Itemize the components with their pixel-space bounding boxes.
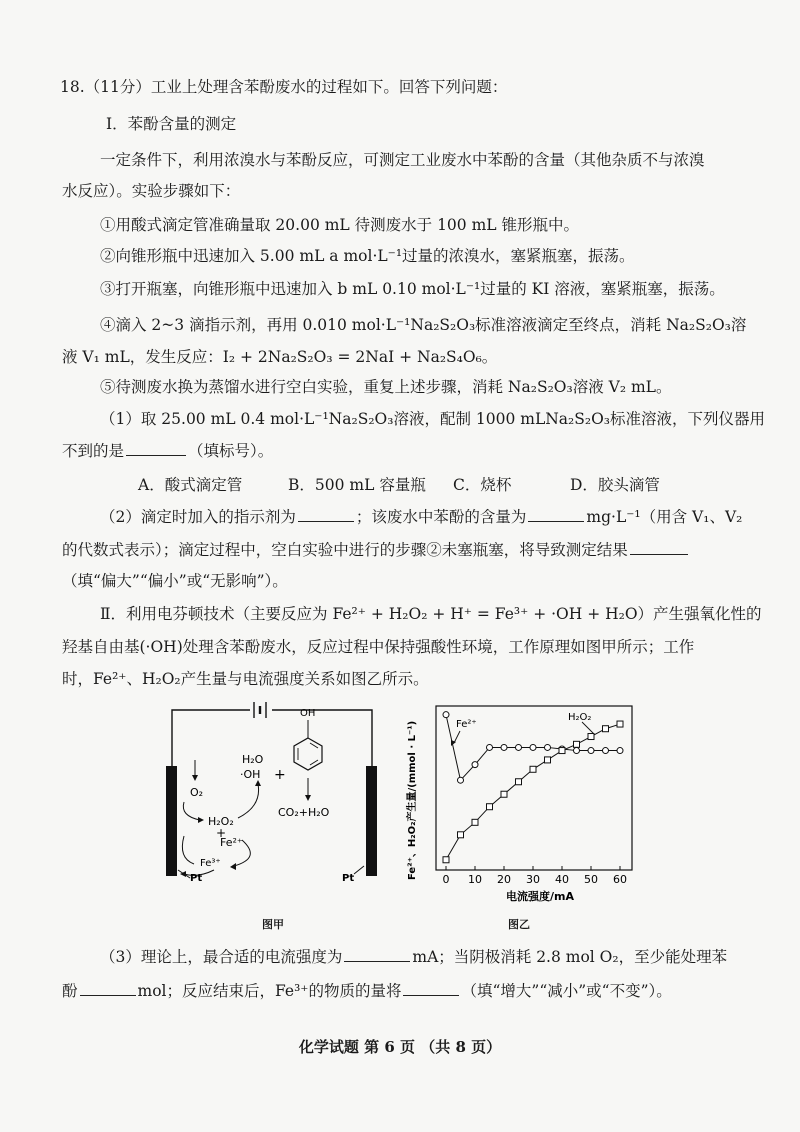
data-point [443, 857, 449, 863]
q3-text-4: mol；反应结束后，Fe³⁺的物质的量将 [137, 982, 402, 1000]
data-point [545, 757, 551, 763]
products-label: CO₂+H₂O [278, 806, 330, 819]
oh-radical-label: ·OH [240, 768, 261, 781]
step-3: ③打开瓶塞，向锥形瓶中迅速加入 b mL 0.10 mol·L⁻¹过量的 KI 溶液，塞紧瓶塞，振荡。 [100, 280, 725, 298]
x-tick-label: 50 [584, 873, 598, 886]
q3-line-1 [100, 946, 727, 968]
page-footer: 化学试题 第 6 页 （共 8 页） [298, 1038, 502, 1056]
data-point [617, 721, 623, 727]
q3-text-3: 酚 [62, 982, 78, 1000]
data-point [574, 741, 580, 747]
svg-text:OH: OH [300, 708, 316, 719]
q2-text-1: （2）滴定时加入的指示剂为 [100, 508, 296, 526]
data-point [516, 744, 522, 750]
right-electrode [366, 766, 377, 876]
x-tick-label: 40 [555, 873, 569, 886]
intro-line-2: 水反应）。实验步骤如下： [62, 182, 241, 200]
fe2-series-label: Fe²⁺ [456, 719, 477, 730]
q2-result-blank[interactable] [630, 540, 688, 555]
x-tick-label: 60 [613, 873, 627, 886]
part1-title: Ⅰ．苯酚含量的测定 [106, 115, 237, 133]
data-point [472, 762, 478, 768]
x-axis-label: 电流强度/mA [506, 890, 574, 903]
q3-text-5: （填“增大”“减小”或“不变”）。 [461, 982, 672, 1000]
option-a: A．酸式滴定管 [138, 476, 243, 494]
data-point [530, 766, 536, 772]
h2o2-label: H₂O₂ [208, 815, 234, 828]
data-point [501, 791, 507, 797]
q2-text-4: 的代数式表示）；滴定过程中，空白实验中进行的步骤②未塞瓶塞，将导致测定结果 [62, 541, 628, 559]
fe2-label: Fe²⁺ [220, 836, 243, 849]
q3-current-blank[interactable] [344, 947, 410, 962]
q1-prefix: 不到的是 [62, 442, 125, 460]
q3-phenol-blank[interactable] [80, 981, 136, 996]
pt-right-label: Pt [342, 873, 355, 883]
data-point [458, 832, 464, 838]
part2-line-2: 羟基自由基(·OH)处理含苯酚废水，反应过程中保持强酸性环境，工作原理如图甲所示；工作 [62, 638, 695, 656]
data-point [458, 777, 464, 783]
x-tick-label: 20 [497, 873, 511, 886]
data-point [574, 748, 580, 754]
data-point [530, 744, 536, 750]
q2-line-3: （填“偏大”“偏小”或“无影响”）。 [62, 572, 288, 590]
data-point [487, 744, 493, 750]
fe3-label: Fe³⁺ [200, 858, 221, 869]
phenol-structure [294, 708, 322, 770]
data-point [443, 712, 449, 718]
left-electrode [166, 766, 177, 876]
data-point [501, 744, 507, 750]
data-point [603, 726, 609, 732]
q3-fe3-blank[interactable] [403, 981, 459, 996]
y-axis-label: Fe²⁺、H₂O₂产生量/(mmol · L⁻¹) [407, 720, 418, 880]
o2-label: O₂ [190, 786, 204, 799]
data-point [617, 748, 623, 754]
data-point [588, 748, 594, 754]
intro-line-1: 一定条件下，利用浓溴水与苯酚反应，可测定工业废水中苯酚的含量（其他杂质不与浓溴 [100, 151, 705, 169]
part2-line-1: Ⅱ．利用电芬顿技术（主要反应为 Fe²⁺ + H₂O₂ + H⁺ = Fe³⁺ + ·OH + H₂O）产生强氧化性的 [100, 605, 762, 623]
data-point [603, 748, 609, 754]
q3-text-2: mA；当阴极消耗 2.8 mol O₂，至少能处理苯 [412, 948, 728, 966]
question-header: 18.（11分）工业上处理含苯酚废水的过程如下。回答下列问题： [60, 78, 508, 96]
figure-a-caption: 图甲 [262, 918, 284, 931]
q2-indicator-blank[interactable] [298, 507, 354, 522]
data-point [545, 744, 551, 750]
q2-text-2: ；该废水中苯酚的含量为 [355, 508, 527, 526]
q1-suffix: （填标号）。 [188, 442, 274, 460]
q1-line-1: （1）取 25.00 mL 0.4 mol·L⁻¹Na₂S₂O₃溶液，配制 1000 mLNa₂S₂O₃标准溶液，下列仪器用 [100, 410, 766, 428]
option-d: D．胶头滴管 [570, 476, 660, 494]
x-tick-label: 10 [468, 873, 482, 886]
step-1: ①用酸式滴定管准确量取 20.00 mL 待测废水于 100 mL 锥形瓶中。 [100, 216, 580, 234]
part2-line-3: 时，Fe²⁺、H₂O₂产生量与电流强度关系如图乙所示。 [62, 670, 429, 688]
q1-line-2 [62, 440, 273, 462]
figure-a-diagram [150, 698, 400, 883]
q3-text-1: （3）理论上，最合适的电流强度为 [100, 948, 343, 966]
h2o-label: H₂O [242, 753, 264, 766]
pt-left-label: Pt [190, 873, 203, 883]
q2-line-2 [62, 539, 690, 561]
q2-text-3: mg·L⁻¹（用含 V₁、V₂ [586, 508, 743, 526]
x-tick-label: 0 [442, 873, 450, 886]
q1-options [138, 474, 660, 496]
q3-line-2 [62, 980, 672, 1002]
data-point [559, 748, 565, 754]
option-b: B．500 mL 容量瓶 [288, 476, 426, 494]
data-point [487, 804, 493, 810]
data-point [516, 779, 522, 785]
data-point [588, 734, 594, 740]
q2-line-1 [100, 506, 742, 528]
figure-b-chart [398, 700, 638, 910]
h2o2-series-label: H₂O₂ [568, 712, 592, 723]
plus2-label: + [274, 767, 286, 783]
step-4-line-2: 液 V₁ mL，发生反应：I₂ + 2Na₂S₂O₃ = 2NaI + Na₂S₄O₆。 [62, 348, 498, 366]
x-tick-label: 30 [526, 873, 540, 886]
step-2: ②向锥形瓶中迅速加入 5.00 mL a mol·L⁻¹过量的浓溴水，塞紧瓶塞，振荡。 [100, 247, 635, 265]
step-4-line-1: ④滴入 2~3 滴指示剂，再用 0.010 mol·L⁻¹Na₂S₂O₃标准溶液滴定至终点，消耗 Na₂S₂O₃溶 [100, 316, 747, 334]
step-5: ⑤待测废水换为蒸馏水进行空白实验，重复上述步骤，消耗 Na₂S₂O₃溶液 V₂ mL。 [100, 378, 672, 396]
q1-answer-blank[interactable] [126, 441, 186, 456]
figure-b-caption: 图乙 [508, 918, 530, 931]
plus-label: + [216, 826, 227, 840]
data-point [472, 819, 478, 825]
option-c: C．烧杯 [453, 476, 512, 494]
q2-content-blank[interactable] [528, 507, 584, 522]
